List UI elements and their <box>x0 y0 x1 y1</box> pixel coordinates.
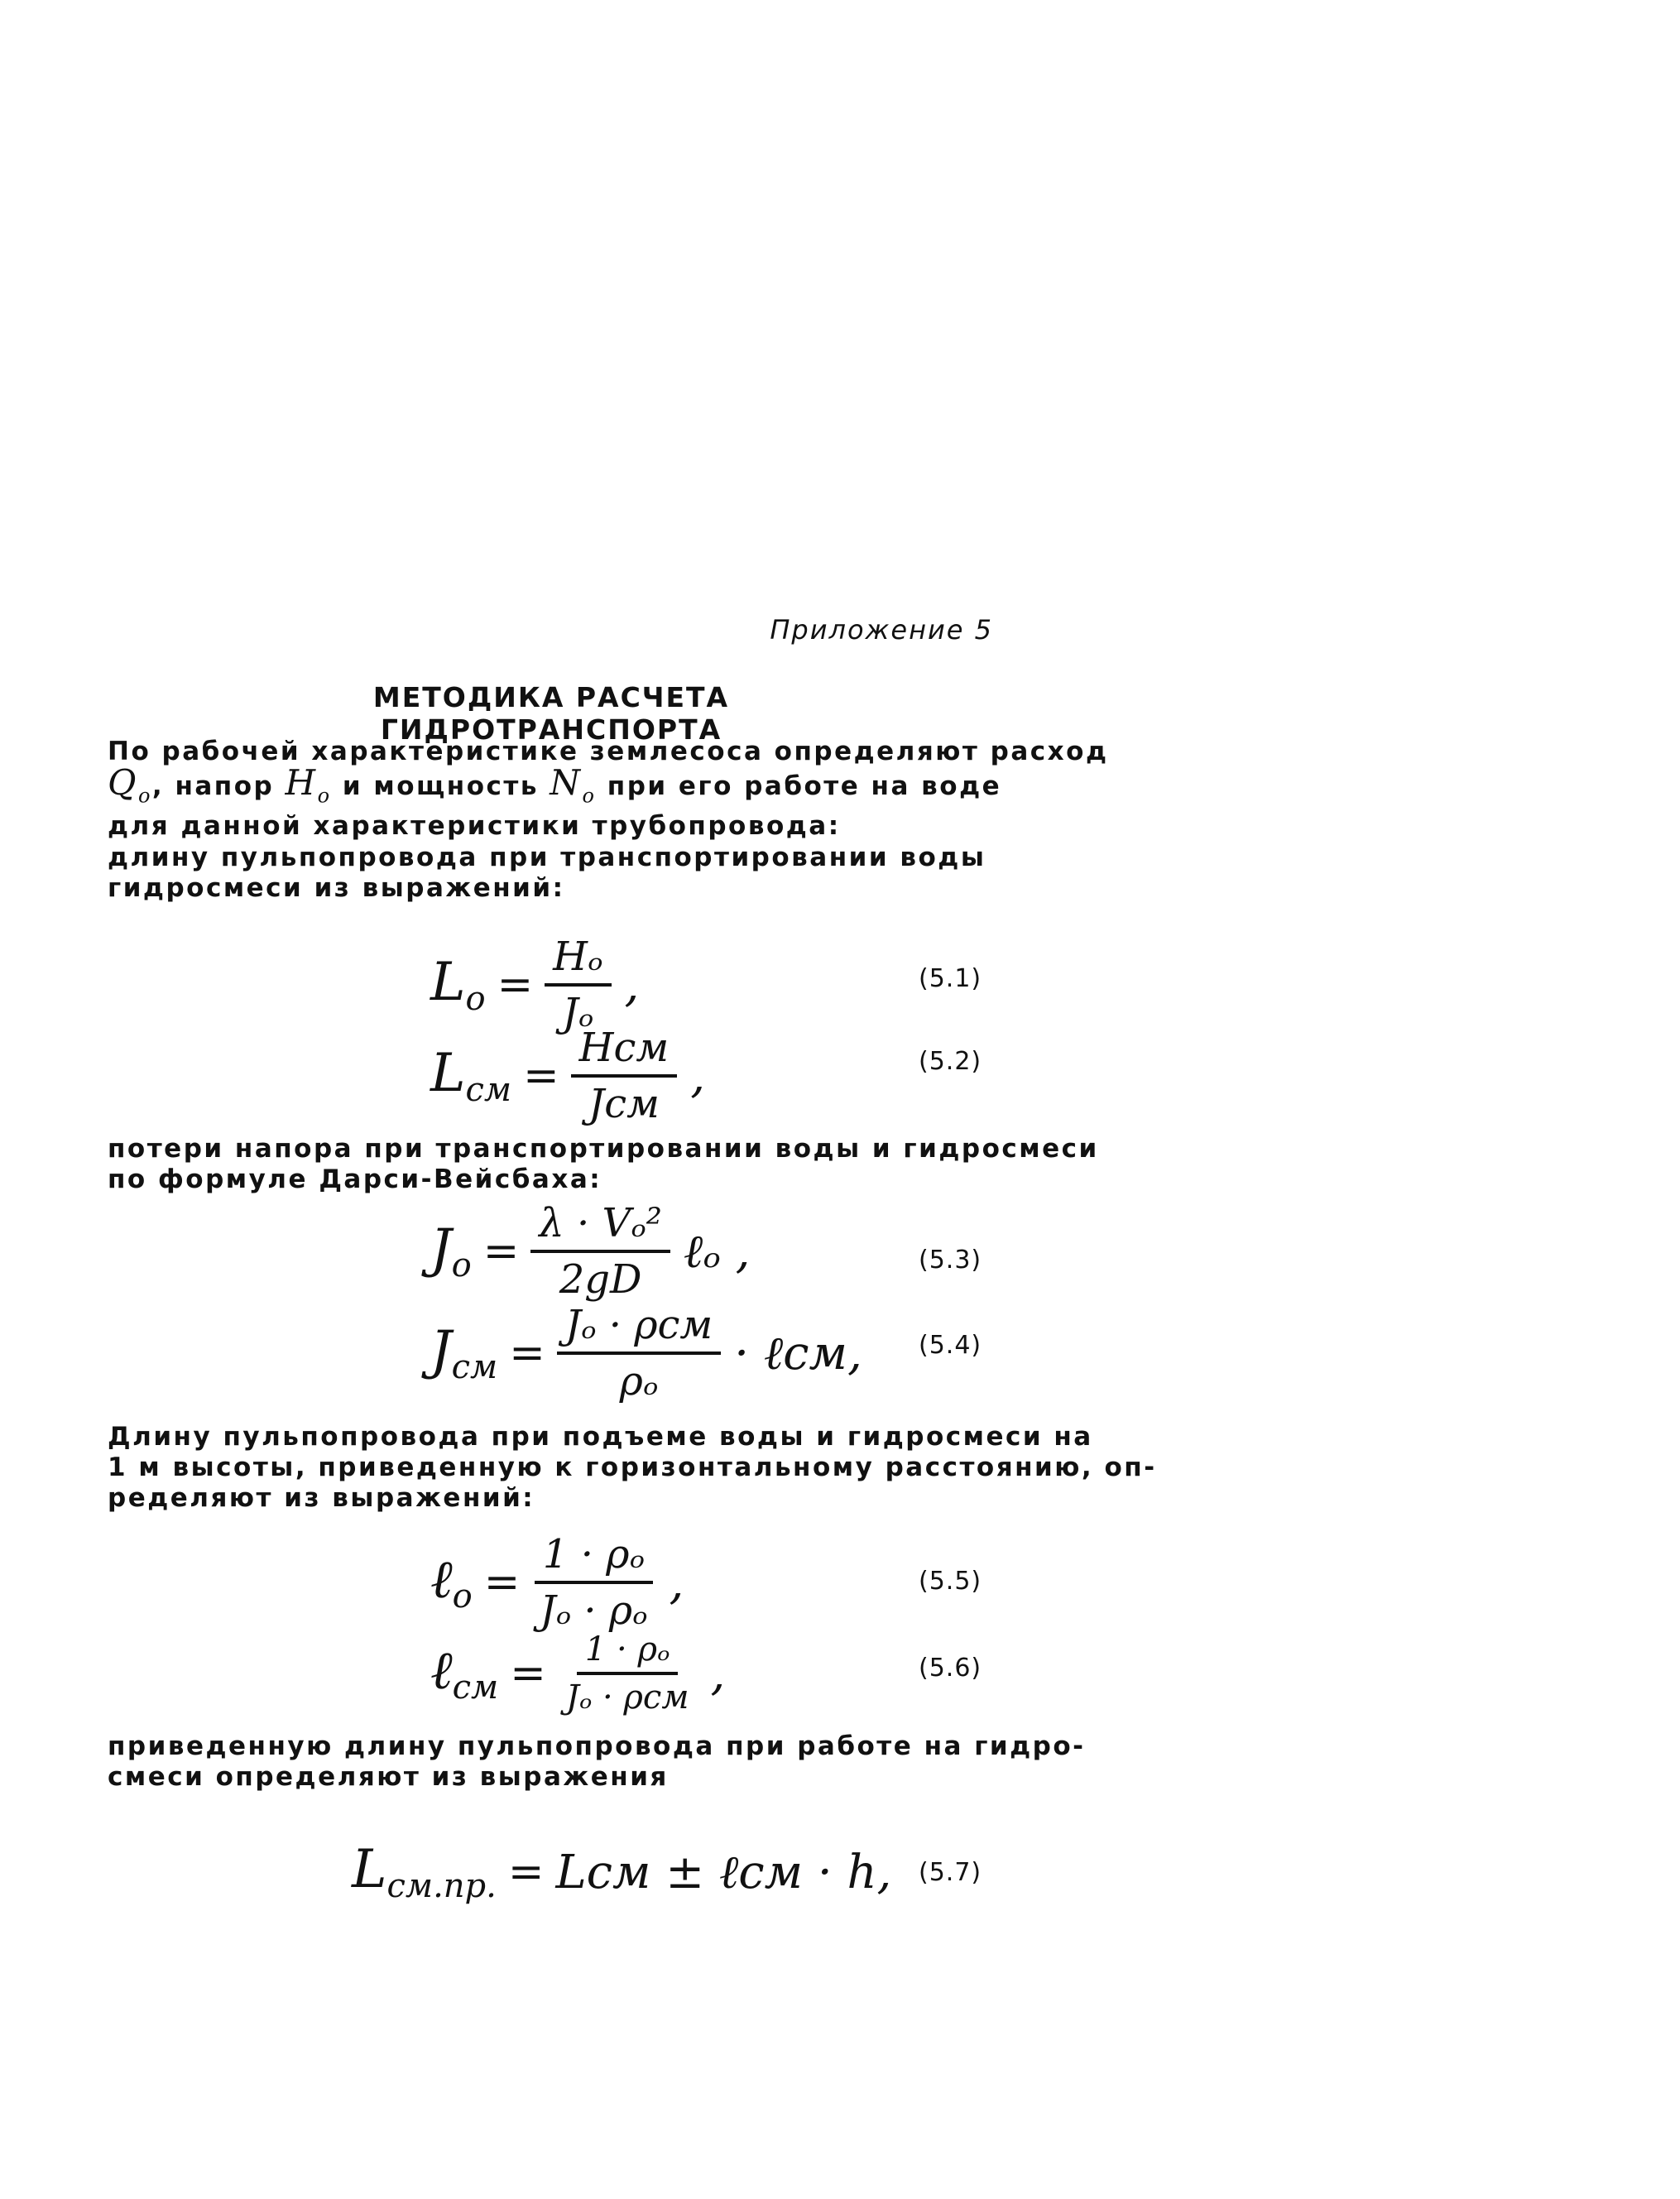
paragraph-lift-length <box>108 1422 1157 1514</box>
paragraph-line: длину пульпопровода при транспортировании воды <box>108 843 986 872</box>
formula-5-7 <box>352 1839 891 1905</box>
equals-sign: = <box>523 1051 559 1101</box>
fraction <box>558 1630 698 1716</box>
formula-tail: · ℓсм, <box>734 1326 862 1380</box>
numerator: 1 · ρₒ <box>577 1630 679 1675</box>
equals-sign: = <box>483 1558 521 1607</box>
denominator: ρₒ <box>619 1358 659 1404</box>
equation-number: (5.5) <box>919 1567 982 1596</box>
numerator: Hсм <box>571 1025 678 1078</box>
formula-lhs: ℓ$_o$ <box>430 1549 473 1616</box>
paragraph-head-loss <box>108 1134 1099 1195</box>
numerator: Jₒ · ρсм <box>557 1302 721 1355</box>
fraction <box>530 1200 670 1303</box>
paragraph-line: $Q_o$, напор $H_o$ и мощность $N_o$ при его работе на воде <box>108 762 1002 808</box>
appendix-label: Приложение 5 <box>770 614 993 646</box>
equals-sign: = <box>507 1847 545 1897</box>
denominator: Jсм <box>588 1081 660 1127</box>
paragraph-line: ределяют из выражений: <box>108 1483 535 1513</box>
formula-5-1 <box>430 934 639 1036</box>
formula-tail: , <box>624 958 640 1012</box>
formula-5-3 <box>430 1200 750 1303</box>
formula-tail: , <box>669 1555 684 1610</box>
numerator: Hₒ <box>545 934 611 987</box>
formula-tail: , <box>690 1049 706 1103</box>
paragraph-line: потери напора при транспортировании воды и гидросмеси <box>108 1134 1099 1164</box>
paragraph-line: гидросмеси из выражений: <box>108 873 565 903</box>
equals-sign: = <box>497 960 534 1010</box>
equation-number: (5.7) <box>919 1858 982 1887</box>
paragraph-intro <box>108 737 1109 842</box>
symbol-q: $Q_o$ <box>108 762 152 808</box>
paragraph-line: 1 м высоты, приведенную к горизонтальному расстоянию, оп- <box>108 1452 1157 1482</box>
formula-lhs: ℓ$_{см}$ <box>430 1640 499 1707</box>
equation-number: (5.1) <box>919 964 982 993</box>
paragraph-pipeline-length <box>108 843 1034 904</box>
formula-tail: , <box>710 1646 726 1701</box>
paragraph-line: По рабочей характеристике землесоса определяют расход <box>108 737 1109 766</box>
numerator: λ · Vₒ² <box>530 1200 670 1253</box>
denominator: 2gD <box>559 1256 642 1303</box>
fraction <box>545 934 611 1036</box>
equals-sign: = <box>509 1328 545 1378</box>
formula-lhs: $L_{см.пр.}$ <box>352 1839 497 1905</box>
equation-number: (5.2) <box>919 1047 982 1076</box>
formula-lhs: $J_{см}$ <box>430 1320 498 1386</box>
formula-lhs: $L_{см}$ <box>430 1043 512 1109</box>
denominator: Jₒ · ρₒ <box>540 1587 648 1634</box>
fraction <box>557 1302 721 1404</box>
equation-number: (5.3) <box>919 1246 982 1275</box>
paragraph-line: по формуле Дарси-Вейсбаха: <box>108 1164 602 1194</box>
formula-5-4 <box>430 1302 862 1404</box>
formula-lhs: $L_o$ <box>430 952 486 1018</box>
paragraph-line: приведенную длину пульпопровода при работе на гидро- <box>108 1731 1086 1761</box>
equals-sign: = <box>482 1227 520 1276</box>
equals-sign: = <box>510 1649 546 1698</box>
formula-5-2 <box>430 1025 705 1127</box>
page-title: МЕТОДИКА РАСЧЕТА ГИДРОТРАНСПОРТА <box>372 681 730 746</box>
equation-number: (5.6) <box>919 1654 982 1683</box>
numerator: 1 · ρₒ <box>535 1531 653 1584</box>
formula-lhs: $J_o$ <box>430 1218 472 1284</box>
denominator: Jₒ <box>562 990 594 1036</box>
formula-5-6 <box>430 1630 725 1716</box>
paragraph-line: для данной характеристики трубопровода: <box>108 811 841 842</box>
fraction <box>571 1025 678 1127</box>
denominator: Jₒ · ρсм <box>565 1678 689 1716</box>
symbol-n: $N_o$ <box>550 762 597 808</box>
paragraph-reduced-length <box>108 1731 1086 1793</box>
paragraph-line: Длину пульпопровода при подъеме воды и гидросмеси на <box>108 1422 1093 1452</box>
paragraph-line: смеси определяют из выражения <box>108 1762 669 1792</box>
formula-rhs: Lсм ± ℓсм · h, <box>555 1845 892 1899</box>
fraction <box>531 1531 655 1634</box>
symbol-h: $H_o$ <box>285 762 332 808</box>
equation-number: (5.4) <box>919 1331 982 1360</box>
formula-tail: ℓₒ , <box>683 1224 751 1279</box>
formula-5-5 <box>430 1531 684 1634</box>
